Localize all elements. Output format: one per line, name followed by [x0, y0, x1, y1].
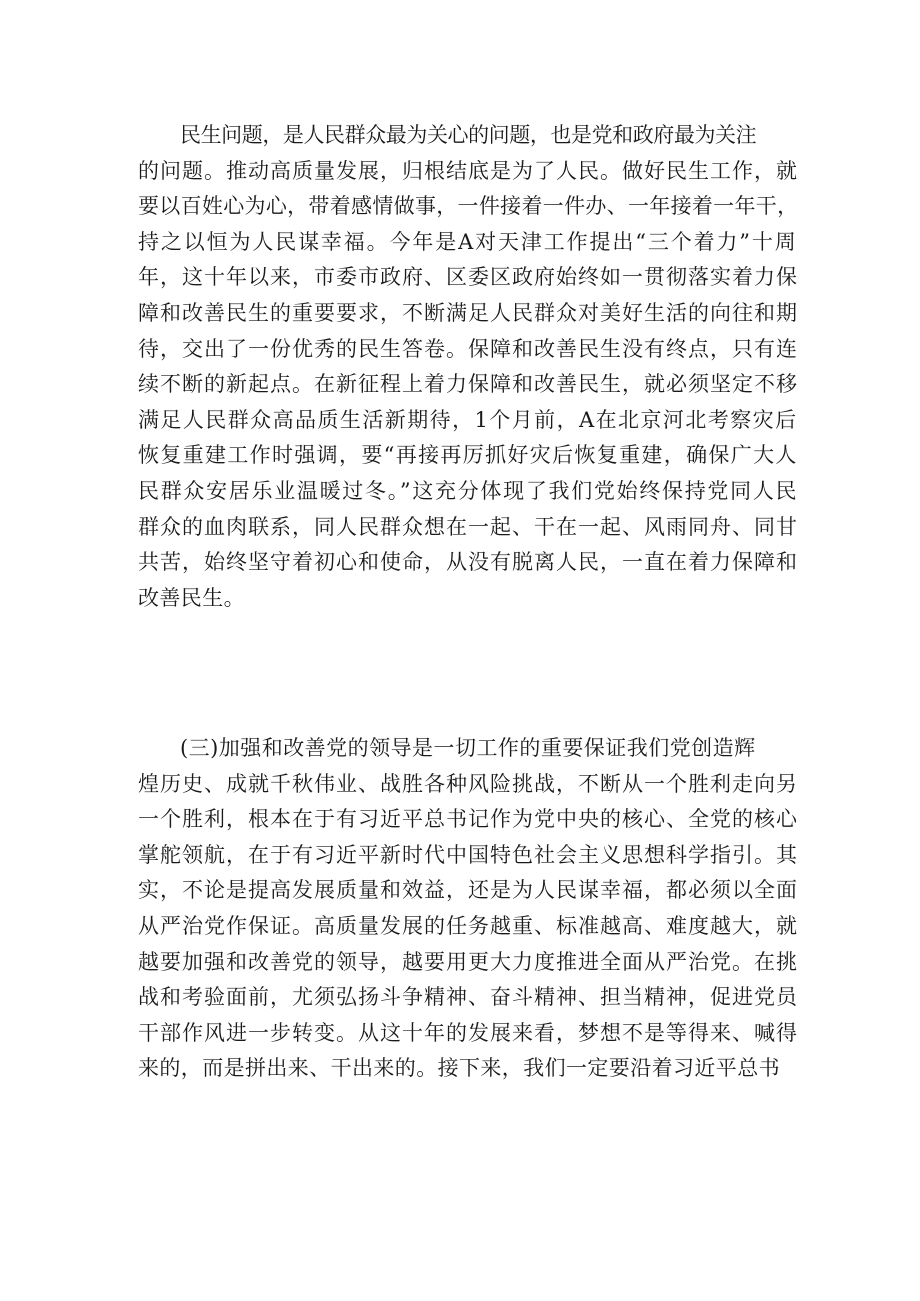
- paragraph-line: 要以百姓心为心，带着感情做事，一件接着一件办、一年接着一年干，: [138, 194, 799, 219]
- paragraph-line: 共苦，始终坚守着初心和使命，从没有脱离人民，一直在着力保障和: [138, 550, 798, 575]
- paragraph-line: 的问题。推动高质量发展，归根结底是为了人民。做好民生工作，就: [138, 158, 798, 183]
- paragraph-line: 实，不论是提高发展质量和效益，还是为人民谋幸福，都必须以全面: [138, 878, 798, 903]
- paragraph-line: 年，这十年以来，市委市政府、区委区政府始终如一贯彻落实着力保: [138, 265, 798, 290]
- paragraph-line: 改善民生。: [138, 585, 245, 610]
- paragraph-line: 掌舵领航，在于有习近平新时代中国特色社会主义思想科学指引。其: [138, 842, 798, 867]
- paragraph-line: 群众的血肉联系，同人民群众想在一起、干在一起、风雨同舟、同甘: [138, 514, 798, 539]
- paragraph-line: 满足人民群众高品质生活新期待，1个月前，A在北京河北考察灾后: [138, 407, 798, 432]
- paragraph-livelihood: [138, 118, 798, 616]
- paragraph-line: 障和改善民生的重要要求，不断满足人民群众对美好生活的向往和期: [138, 300, 798, 325]
- paragraph-line: (三)加强和改善党的领导是一切工作的重要保证我们党创造辉: [180, 736, 756, 760]
- paragraph-line: 民群众安居乐业温暖过冬。”这充分体现了我们党始终保持党同人民: [138, 478, 799, 503]
- paragraph-line: 从严治党作保证。高质量发展的任务越重、标准越高、难度越大，就: [138, 913, 798, 938]
- paragraph-line: 战和考验面前，尤须弘扬斗争精神、奋斗精神、担当精神，促进党员: [138, 985, 798, 1010]
- paragraph-line: 干部作风进一步转变。从这十年的发展来看，梦想不是等得来、喊得: [138, 1020, 798, 1045]
- paragraph-line: 一个胜利，根本在于有习近平总书记作为党中央的核心、全党的核心: [138, 807, 798, 832]
- paragraph-line: 来的，而是拼出来、干出来的。接下来，我们一定要沿着习近平总书: [138, 1056, 780, 1081]
- paragraph-line: 越要加强和改善党的领导，越要用更大力度推进全面从严治党。在挑: [138, 949, 798, 974]
- paragraph-line: 续不断的新起点。在新征程上着力保障和改善民生，就必须坚定不移: [138, 372, 798, 397]
- paragraph-line: 持之以恒为人民谋幸福。今年是A对天津工作提出“三个着力”十周: [138, 229, 798, 254]
- paragraph-line: 民生问题，是人民群众最为关心的问题，也是党和政府最为关注: [180, 123, 757, 147]
- paragraph-party-leadership: [138, 731, 798, 1087]
- paragraph-line: 恢复重建工作时强调，要“再接再厉抓好灾后恢复重建，确保广大人: [138, 443, 798, 468]
- paragraph-line: 待，交出了一份优秀的民生答卷。保障和改善民生没有终点，只有连: [138, 336, 798, 361]
- paragraph-line: 煌历史、成就千秋伟业、战胜各种风险挑战，不断从一个胜利走向另: [138, 771, 798, 796]
